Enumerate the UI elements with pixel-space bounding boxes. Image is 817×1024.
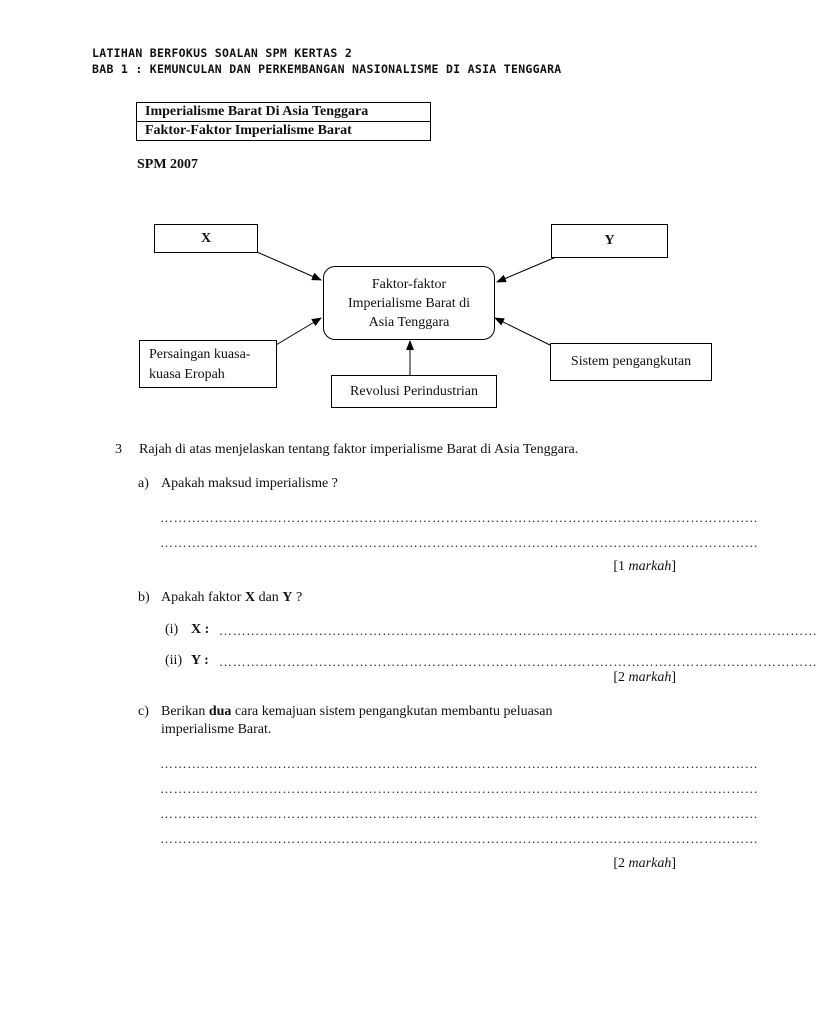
diagram-box-persaingan	[139, 340, 277, 388]
part-c-label: c)	[138, 704, 149, 719]
diagram-box-sistem-pengangkutan: Sistem pengangkutan	[550, 343, 712, 381]
center-line-3: Asia Tenggara	[368, 314, 450, 330]
diagram-box-x: X	[154, 224, 258, 253]
topic-title-row-1: Imperialisme Barat Di Asia Tenggara	[145, 104, 369, 119]
header-line-1: LATIHAN BERFOKUS SOALAN SPM KERTAS 2	[92, 46, 353, 60]
arrow-y	[497, 257, 556, 282]
part-a-marks: [1 markah]	[613, 559, 676, 574]
part-b-label: b)	[138, 590, 150, 605]
answer-line-b-i: ……………………………………………………………………………………………………………………	[219, 623, 817, 638]
part-c-text: Berikan dua cara kemajuan sistem pengangkutan membantu peluasan	[161, 704, 553, 719]
question-stem: Rajah di atas menjelaskan tentang faktor imperialisme Barat di Asia Tenggara.	[139, 442, 579, 457]
left-line-1: Persaingan kuasa-	[149, 347, 251, 362]
diagram-box-y: Y	[551, 224, 668, 258]
part-c-marks: [2 markah]	[613, 856, 676, 871]
exam-year: SPM 2007	[137, 157, 199, 172]
answer-line-c3: ……………………………………………………………………………………………………………………	[160, 806, 759, 821]
part-b-marks: [2 markah]	[613, 670, 676, 685]
part-b-i-key: X :	[191, 622, 210, 637]
arrow-right	[495, 318, 552, 346]
part-b-i-label: (i)	[165, 622, 179, 637]
header-line-2: BAB 1 : KEMUNCULAN DAN PERKEMBANGAN NASIONALISME DI ASIA TENGGARA	[92, 62, 562, 76]
part-a-text: Apakah maksud imperialisme ?	[161, 476, 338, 491]
left-line-2: kuasa Eropah	[149, 367, 225, 382]
arrow-x	[257, 252, 321, 280]
arrow-left	[276, 318, 321, 345]
topic-title-row-2: Faktor-Faktor Imperialisme Barat	[137, 121, 430, 140]
answer-line-a2: ……………………………………………………………………………………………………………………	[160, 535, 759, 550]
part-c-text-line-2: imperialisme Barat.	[161, 722, 272, 737]
question-number: 3	[115, 442, 122, 457]
answer-line-c4: ……………………………………………………………………………………………………………………	[160, 831, 759, 846]
answer-line-c1: ……………………………………………………………………………………………………………………	[160, 756, 759, 771]
diagram-box-revolusi: Revolusi Perindustrian	[331, 375, 497, 408]
part-a-label: a)	[138, 476, 149, 491]
part-b-ii-label: (ii)	[165, 653, 183, 668]
center-line-2: Imperialisme Barat di	[347, 295, 471, 311]
part-b-ii-key: Y :	[191, 653, 209, 668]
answer-line-a1: ……………………………………………………………………………………………………………………	[160, 510, 759, 525]
diagram-center-box	[323, 266, 495, 340]
answer-line-c2: ……………………………………………………………………………………………………………………	[160, 781, 759, 796]
part-b-text: Apakah faktor X dan Y ?	[161, 590, 303, 605]
center-line-1: Faktor-faktor	[371, 276, 447, 292]
answer-line-b-ii: ……………………………………………………………………………………………………………………	[219, 654, 817, 669]
